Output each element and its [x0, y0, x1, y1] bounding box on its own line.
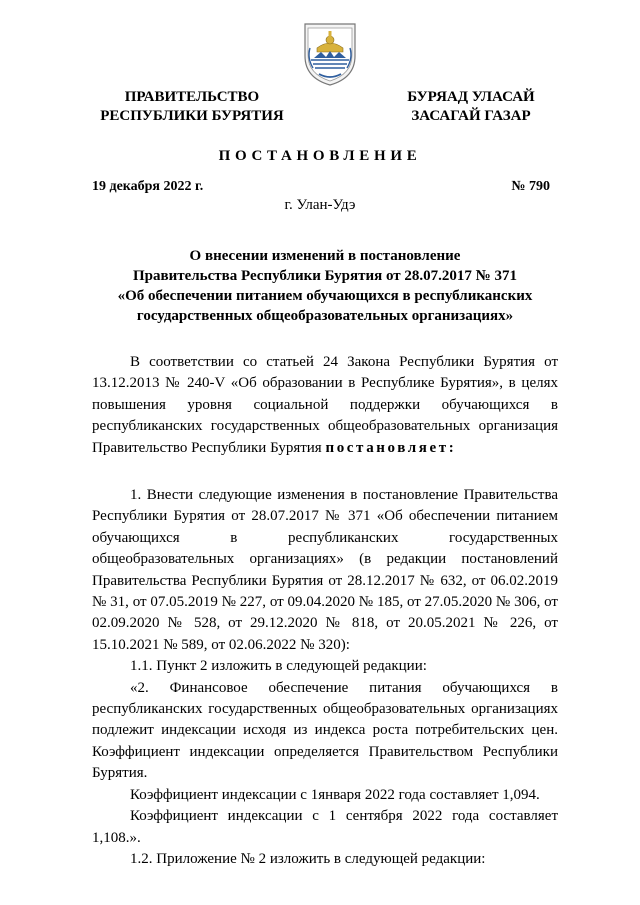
body-paragraph: Коэффициент индексации с 1января 2022 года составляет 1,094.: [130, 786, 540, 803]
body-paragraph: 1. Внести следующие изменения в постановление Правительства Республики Бурятия от 28.07.2017 № 371 «Об обеспечении питанием обучающихся в республиканских государственных общеобразовательных организациях» (в редакции постановлений Правительства Республики Бурятия от 28.12.2017 № 632, от 06.02.2019 № 31, от 07.05.2019 № 227, от 09.04.2020 № 185, от 27.05.2020 № 306, от 02.09.2020 № 528, от 29.12.2020 № 818, от 20.05.2021 № 226, от 15.10.2021 № 589, от 02.06.2022 № 320):: [92, 487, 558, 653]
body-paragraph: Коэффициент индексации с 1 сентября 2022 года составляет 1,108.».: [92, 808, 558, 846]
document-number: № 790: [511, 179, 550, 194]
title-line: «Об обеспечении питанием обучающихся в республиканских: [117, 288, 533, 304]
document-body: [92, 485, 558, 870]
body-paragraph: 1.2. Приложение № 2 изложить в следующей редакции:: [130, 850, 486, 867]
body-paragraph: «2. Финансовое обеспечение питания обучающихся в республиканских государственных общеобразовательных организациях подлежит индексации исходя из индекса роста потребительских цен. Коэффициент индексации определяется Правительством Республики Бурятия.: [92, 679, 558, 782]
title-line: О внесении изменений в постановление: [189, 248, 461, 264]
header-right-line-2: ЗАСАГАЙ ГАЗАР: [411, 108, 531, 124]
document-title: [90, 246, 560, 326]
preamble-paragraph: [92, 352, 558, 459]
title-line: Правительства Республики Бурятия от 28.07.2017 № 371: [132, 268, 517, 284]
header-left-line-1: ПРАВИТЕЛЬСТВО: [124, 89, 260, 105]
document-type: ПОСТАНОВЛЕНИЕ: [218, 148, 422, 164]
government-name-buryat: [386, 88, 556, 126]
government-name-russian: [92, 88, 292, 126]
preamble-text: В соответствии со статьей 24 Закона Республики Бурятия от 13.12.2013 № 240-V «Об образовании в Республике Бурятия», в целях повышения уровня социальной поддержки обучающихся в республиканских государственных общеобразовательных организация Правительство Республики Бурятия: [92, 354, 558, 456]
body-paragraph: 1.1. Пункт 2 изложить в следующей редакции:: [130, 658, 427, 675]
decree-word: постановляет:: [325, 439, 457, 456]
title-line: государственных общеобразовательных организациях»: [136, 308, 514, 324]
preamble: [92, 352, 558, 459]
buryatia-coat-of-arms-icon: [299, 18, 361, 88]
document-date: 19 декабря 2022 г.: [92, 179, 204, 194]
header-right-line-1: БУРЯАД УЛАСАЙ: [407, 89, 535, 105]
document-city: г. Улан-Удэ: [284, 197, 356, 213]
header-left-line-2: РЕСПУБЛИКИ БУРЯТИЯ: [100, 108, 284, 124]
